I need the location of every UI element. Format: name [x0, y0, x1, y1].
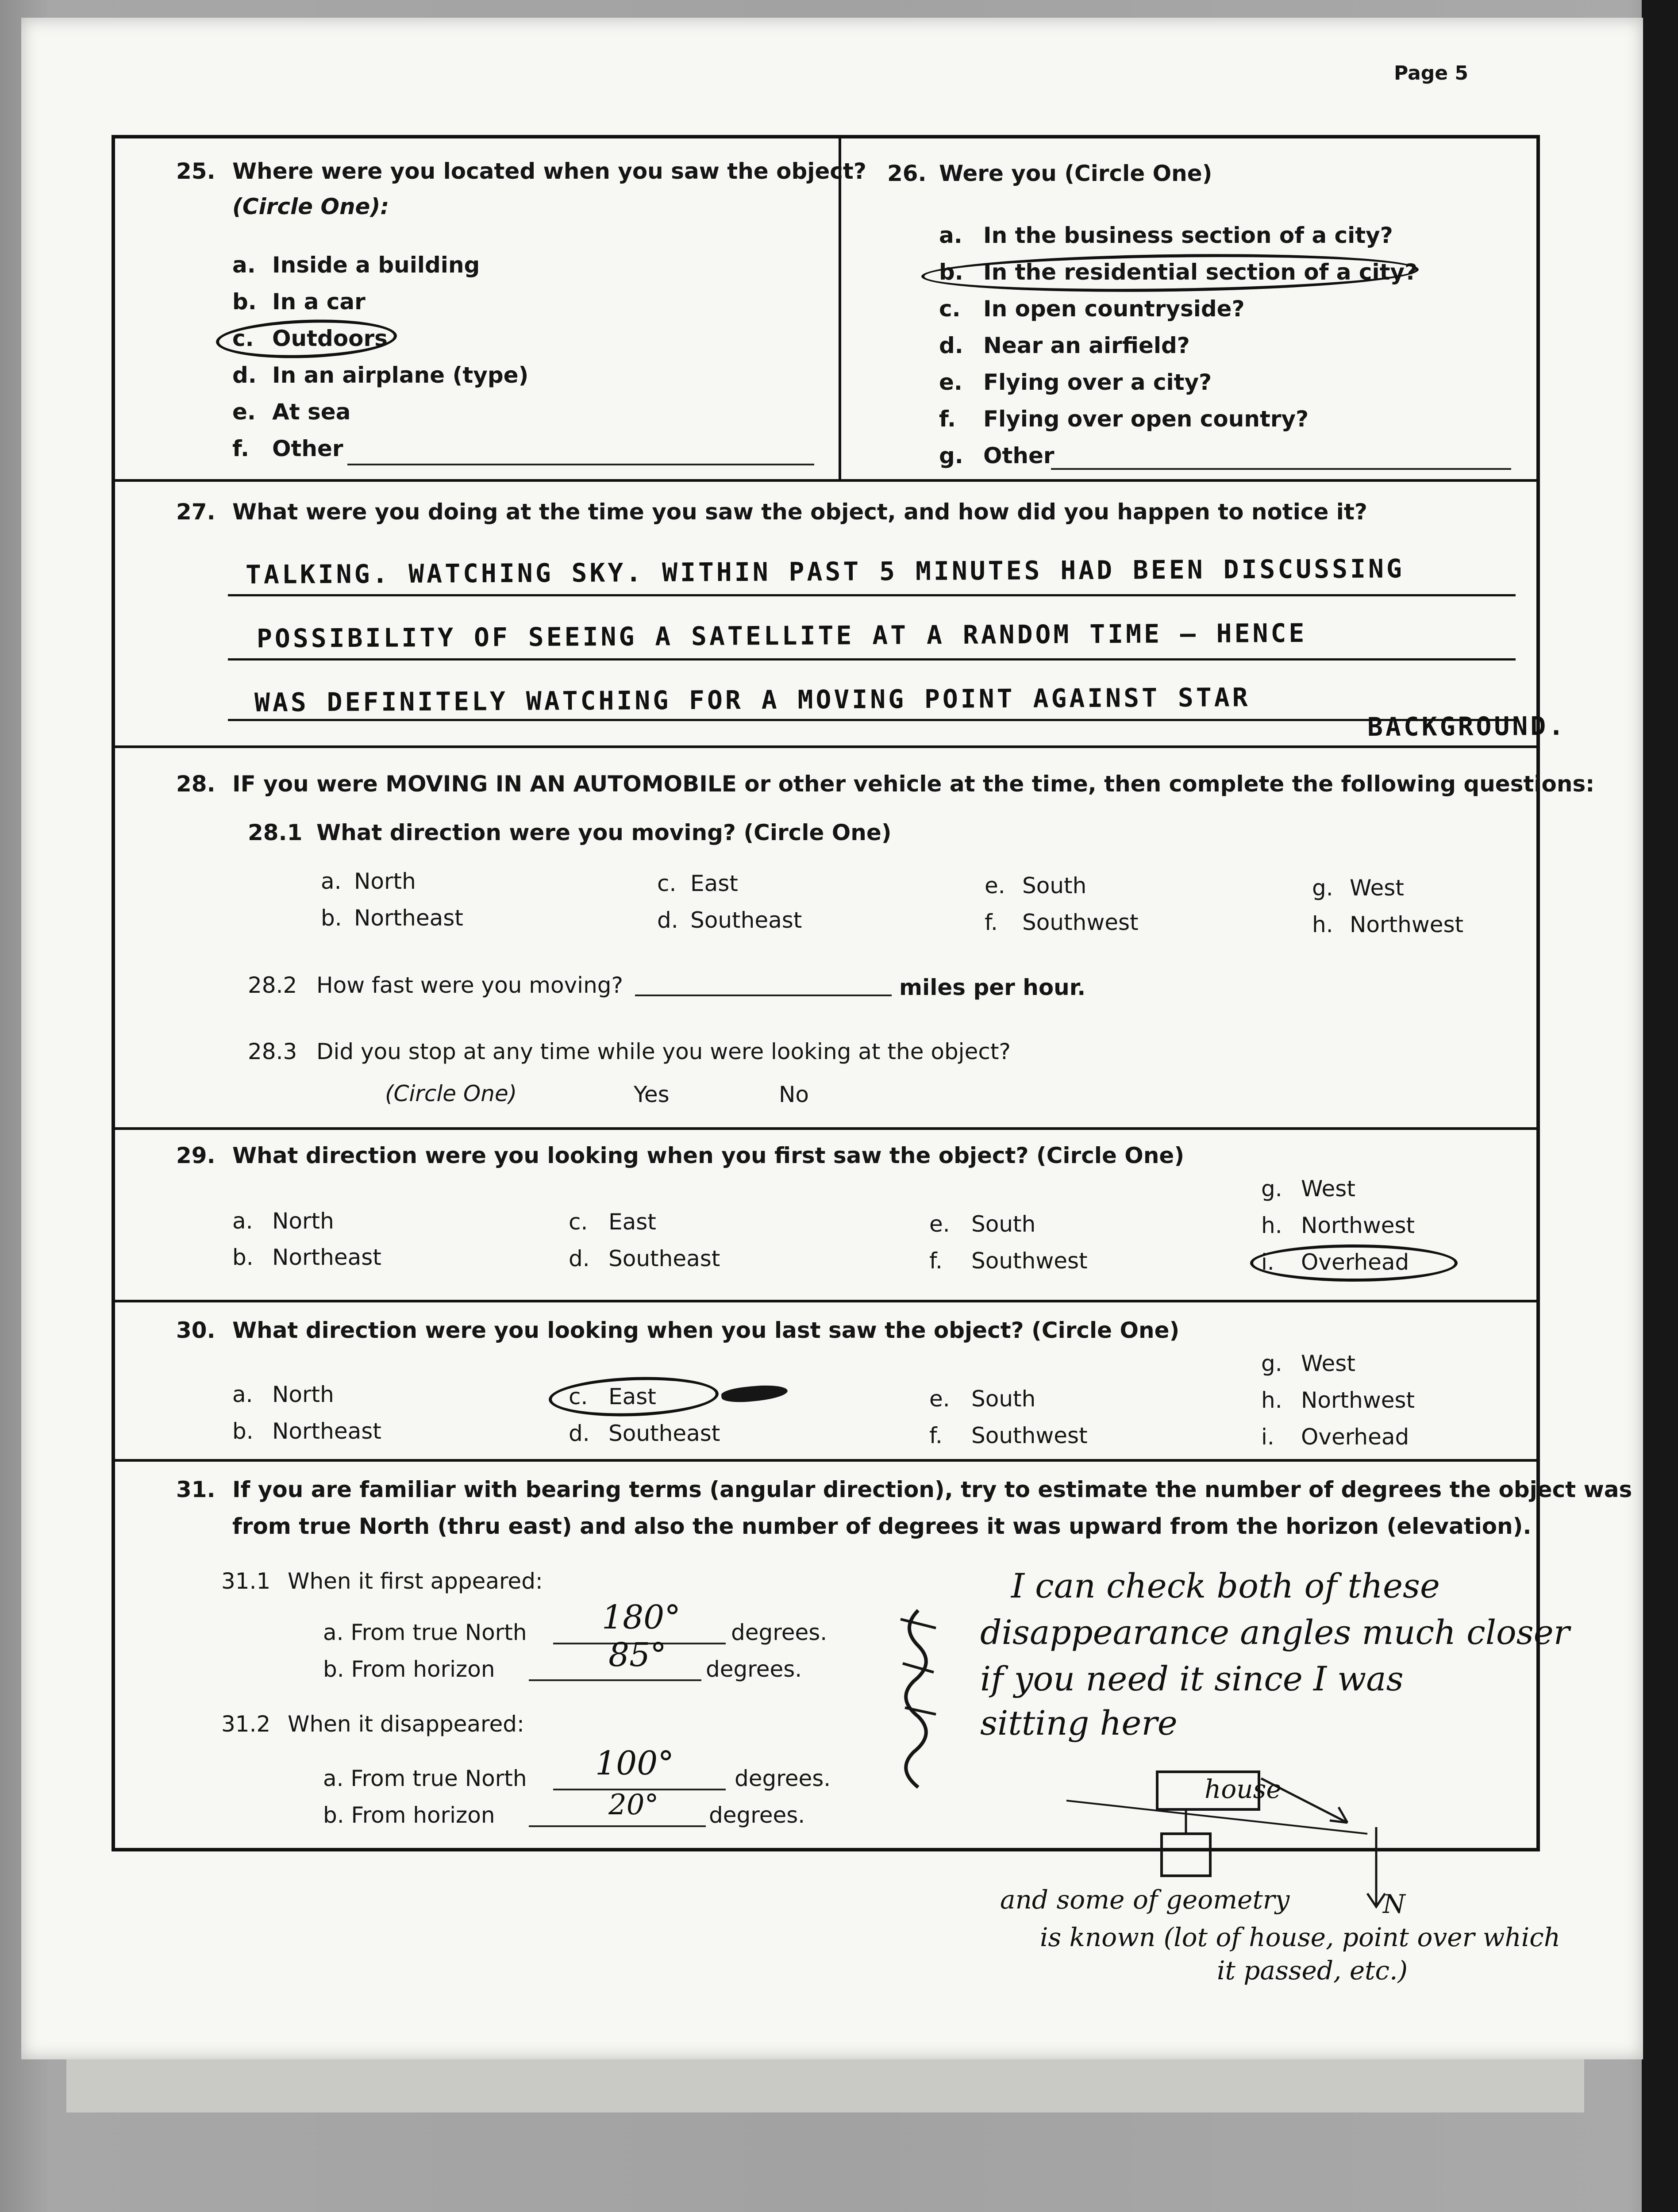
- q25-option-e[interactable]: At sea: [272, 399, 351, 425]
- q25-option-f-key: f.: [232, 436, 250, 461]
- q31-2a-label: a. From true North: [323, 1766, 527, 1791]
- q29-prompt: What direction were you looking when you first saw the object? (Circle One): [232, 1143, 1185, 1168]
- q31-2a-value: 100°: [595, 1744, 674, 1782]
- q30-option-c-key: c.: [569, 1384, 588, 1409]
- q28-1-option-b-key: b.: [321, 905, 342, 931]
- q29-option-a[interactable]: North: [272, 1208, 334, 1234]
- q30-option-f[interactable]: Southwest: [971, 1423, 1088, 1448]
- q25-option-f[interactable]: Other: [272, 436, 343, 461]
- q29-option-d[interactable]: Southeast: [608, 1246, 720, 1271]
- q28-1-option-g[interactable]: West: [1350, 875, 1404, 901]
- q30-option-i-key: i.: [1261, 1424, 1274, 1450]
- q28-1-option-h-key: h.: [1312, 912, 1333, 937]
- q26-option-f-key: f.: [939, 406, 956, 432]
- q30-option-b-key: b.: [232, 1418, 254, 1444]
- note-bottom-line-3: it passed, etc.): [1217, 1955, 1408, 1985]
- q29-option-a-key: a.: [232, 1208, 253, 1234]
- q28-1-number: 28.1: [248, 820, 303, 845]
- q30-option-a-key: a.: [232, 1382, 253, 1407]
- q30-number: 30.: [176, 1317, 216, 1343]
- q25-option-d-key: d.: [232, 362, 257, 388]
- page-number: Page 5: [1394, 62, 1469, 84]
- q30-option-f-key: f.: [929, 1423, 943, 1448]
- q26-option-d-key: d.: [939, 333, 963, 358]
- q25-prompt: Where were you located when you saw the object?: [232, 158, 866, 184]
- q26-option-e[interactable]: Flying over a city?: [983, 369, 1212, 395]
- note-bottom-line-1: and some of geometry: [1000, 1885, 1290, 1915]
- q27-number: 27.: [176, 499, 216, 525]
- q28-1-option-g-key: g.: [1312, 875, 1333, 901]
- q30-option-c[interactable]: East: [608, 1384, 656, 1409]
- q31-number: 31.: [176, 1477, 216, 1502]
- q28-1-option-f-key: f.: [985, 910, 998, 935]
- q30-option-i[interactable]: Overhead: [1301, 1424, 1409, 1450]
- q31-1-prompt: When it first appeared:: [288, 1568, 543, 1594]
- q28-1-prompt: What direction were you moving? (Circle One): [316, 820, 892, 845]
- q28-number: 28.: [176, 771, 216, 797]
- q29-option-b-key: b.: [232, 1244, 254, 1270]
- q31-2b-unit: degrees.: [709, 1802, 805, 1828]
- q29-number: 29.: [176, 1143, 216, 1168]
- q30-option-h-key: h.: [1261, 1387, 1282, 1413]
- q29-option-f-key: f.: [929, 1248, 943, 1274]
- q29-option-f[interactable]: Southwest: [971, 1248, 1088, 1274]
- q31-1b-unit: degrees.: [706, 1656, 802, 1682]
- q31-1a-label: a. From true North: [323, 1620, 527, 1645]
- q25-option-a-key: a.: [232, 252, 256, 278]
- q31-1a-unit: degrees.: [731, 1620, 827, 1645]
- q30-option-h[interactable]: Northwest: [1301, 1387, 1415, 1413]
- q29-option-c[interactable]: East: [608, 1209, 656, 1235]
- q28-1-option-c[interactable]: East: [690, 871, 738, 896]
- q26-option-b[interactable]: In the residential section of a city?: [983, 259, 1418, 285]
- house-label: house: [1205, 1774, 1282, 1804]
- q25-circle-hint: (Circle One):: [232, 194, 389, 219]
- q30-prompt: What direction were you looking when you last saw the object? (Circle One): [232, 1317, 1180, 1343]
- q27-answer-line-4: BACKGROUND.: [1367, 710, 1567, 742]
- q26-option-f[interactable]: Flying over open country?: [983, 406, 1309, 432]
- q31-1a-value: 180°: [602, 1598, 681, 1636]
- q30-option-e[interactable]: South: [971, 1386, 1036, 1412]
- q31-2-prompt: When it disappeared:: [288, 1711, 524, 1737]
- q28-3-yes-option[interactable]: Yes: [634, 1082, 670, 1107]
- q25-number: 25.: [176, 158, 216, 184]
- q26-option-a[interactable]: In the business section of a city?: [983, 223, 1393, 248]
- q29-option-h[interactable]: Northwest: [1301, 1213, 1415, 1238]
- q28-1-option-d-key: d.: [657, 907, 678, 933]
- q28-1-option-h[interactable]: Northwest: [1350, 912, 1464, 937]
- q30-option-g-key: g.: [1261, 1351, 1282, 1376]
- q26-option-e-key: e.: [939, 369, 962, 395]
- house-outbuilding: [1162, 1834, 1210, 1876]
- q27-prompt: What were you doing at the time you saw the object, and how did you happen to notice it?: [232, 499, 1367, 525]
- q28-1-option-a-key: a.: [321, 868, 342, 894]
- q31-prompt-line-1: If you are familiar with bearing terms (angular direction), try to estimate the number of degrees the object was: [232, 1477, 1632, 1502]
- q28-1-option-e-key: e.: [985, 873, 1005, 899]
- note-line-2: disappearance angles much closer: [980, 1613, 1570, 1652]
- q28-2-suffix: miles per hour.: [899, 975, 1086, 1000]
- q27-answer-line-2: POSSIBILITY OF SEEING A SATELLITE AT A RANDOM TIME – HENCE: [256, 618, 1307, 654]
- q31-1b-label: b. From horizon: [323, 1656, 495, 1682]
- q25-option-b-key: b.: [232, 289, 257, 315]
- q29-option-h-key: h.: [1261, 1213, 1282, 1238]
- q28-1-option-e[interactable]: South: [1022, 873, 1087, 899]
- margin-squiggle: [906, 1610, 926, 1787]
- q31-2b-label: b. From horizon: [323, 1802, 495, 1828]
- q25-option-c[interactable]: Outdoors: [272, 326, 388, 351]
- q26-option-g[interactable]: Other: [983, 443, 1055, 469]
- q29-option-g-key: g.: [1261, 1176, 1282, 1202]
- q26-option-c-key: c.: [939, 296, 961, 322]
- note-line-3: if you need it since I was: [980, 1659, 1404, 1698]
- q30-option-e-key: e.: [929, 1386, 950, 1412]
- note-bottom-line-2: is known (lot of house, point over which: [1040, 1922, 1561, 1952]
- q26-option-a-key: a.: [939, 223, 962, 248]
- q28-3-circle-hint: (Circle One): [385, 1081, 517, 1106]
- q30-option-g[interactable]: West: [1301, 1351, 1355, 1376]
- q27-answer-line-1: TALKING. WATCHING SKY. WITHIN PAST 5 MINUTES HAD BEEN DISCUSSING: [245, 553, 1405, 590]
- q29-option-d-key: d.: [569, 1246, 590, 1271]
- q28-1-option-f[interactable]: Southwest: [1022, 910, 1139, 935]
- q29-option-i-key: i.: [1261, 1249, 1274, 1275]
- q31-2a-unit: degrees.: [735, 1766, 831, 1791]
- q26-prompt: Were you (Circle One): [939, 161, 1212, 186]
- q31-1b-value: 85°: [608, 1636, 667, 1674]
- q28-2-number: 28.2: [248, 972, 297, 998]
- q25-option-b[interactable]: In a car: [272, 289, 366, 315]
- q29-option-e-key: e.: [929, 1211, 950, 1237]
- q25-option-a[interactable]: Inside a building: [272, 252, 480, 278]
- q25-option-e-key: e.: [232, 399, 256, 425]
- q28-2-prompt: How fast were you moving?: [316, 972, 623, 998]
- q30-option-d-key: d.: [569, 1421, 590, 1446]
- q31-2-number: 31.2: [221, 1711, 271, 1737]
- q29-option-b[interactable]: Northeast: [272, 1244, 381, 1270]
- north-label: N: [1383, 1889, 1405, 1919]
- note-line-1: I can check both of these: [1011, 1566, 1440, 1605]
- q26-option-d[interactable]: Near an airfield?: [983, 333, 1190, 358]
- q31-2b-value: 20°: [608, 1789, 659, 1821]
- q28-1-option-a[interactable]: North: [354, 868, 416, 894]
- q29-option-e[interactable]: South: [971, 1211, 1036, 1237]
- q31-prompt-line-2: from true North (thru east) and also the number of degrees it was upward from the horizon (elevation).: [232, 1513, 1532, 1539]
- q29-option-g[interactable]: West: [1301, 1176, 1355, 1202]
- q28-1-option-b[interactable]: Northeast: [354, 905, 463, 931]
- q28-1-option-d[interactable]: Southeast: [690, 907, 802, 933]
- q29-option-c-key: c.: [569, 1209, 588, 1235]
- q25-option-d[interactable]: In an airplane (type): [272, 362, 529, 388]
- q26-option-b-key: b.: [939, 259, 963, 285]
- q26-number: 26.: [887, 161, 927, 186]
- q30-option-a[interactable]: North: [272, 1382, 334, 1407]
- q28-prompt: IF you were MOVING IN AN AUTOMOBILE or other vehicle at the time, then complete the following questions:: [232, 771, 1595, 797]
- q26-option-g-key: g.: [939, 443, 963, 469]
- q27-answer-line-3: WAS DEFINITELY WATCHING FOR A MOVING POINT AGAINST STAR: [254, 682, 1251, 718]
- q25-option-c-key: c.: [232, 326, 254, 351]
- sight-line: [1066, 1801, 1367, 1834]
- q26-option-c[interactable]: In open countryside?: [983, 296, 1245, 322]
- q28-1-option-c-key: c.: [657, 871, 677, 896]
- q29-option-i[interactable]: Overhead: [1301, 1249, 1409, 1275]
- q28-3-no-option[interactable]: No: [779, 1082, 809, 1107]
- q30-option-b[interactable]: Northeast: [272, 1418, 381, 1444]
- q28-3-prompt: Did you stop at any time while you were looking at the object?: [316, 1039, 1011, 1064]
- q30-option-d[interactable]: Southeast: [608, 1421, 720, 1446]
- note-line-4: sitting here: [980, 1703, 1178, 1743]
- q28-3-number: 28.3: [248, 1039, 297, 1064]
- q31-1-number: 31.1: [221, 1568, 271, 1594]
